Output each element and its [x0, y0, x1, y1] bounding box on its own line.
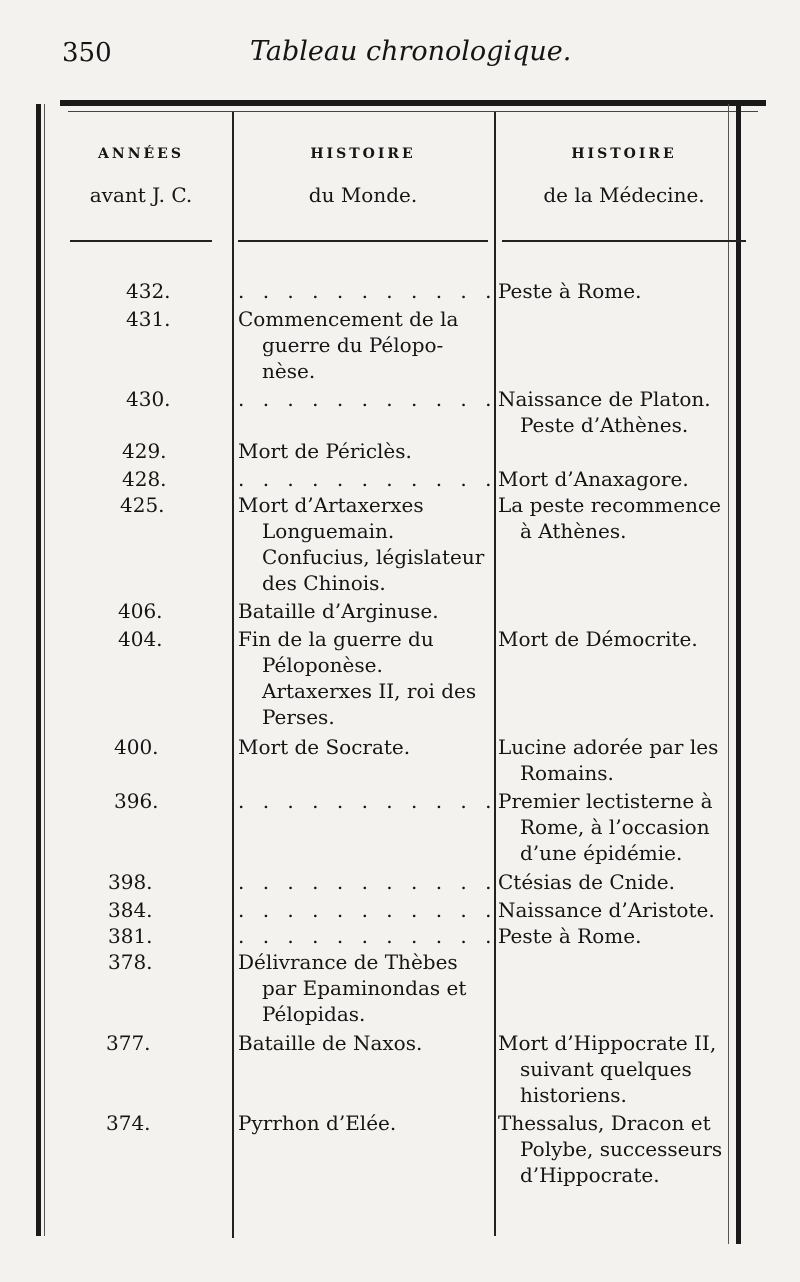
world-history-line: nèse. [262, 359, 316, 383]
medicine-history-line: Naissance d’Aristote. [498, 898, 715, 922]
header-medicine-sub: de la Médecine. [543, 183, 705, 207]
world-history-line: des Chinois. [262, 571, 386, 595]
medicine-history-line: Mort de Démocrite. [498, 627, 698, 651]
year-cell: 425. [120, 493, 165, 517]
header-years-sub: avant J. C. [89, 183, 193, 207]
medicine-history-line: Peste à Rome. [498, 279, 642, 303]
world-history-line: guerre du Pélopo- [262, 333, 444, 357]
medicine-history-line: suivant quelques [520, 1057, 692, 1081]
world-history-line: Bataille d’Arginuse. [238, 599, 439, 623]
medicine-history-line: Mort d’Anaxagore. [498, 467, 689, 491]
medicine-history-line: d’une épidémie. [520, 841, 683, 865]
world-history-line: Mort d’Artaxerxes [238, 493, 424, 517]
world-history-line: Pélopidas. [262, 1002, 366, 1026]
header-years-caps: ANNÉES [98, 146, 184, 162]
year-cell: 374. [106, 1111, 151, 1135]
medicine-history-line: Peste à Rome. [498, 924, 642, 948]
world-history-line: Commencement de la [238, 307, 459, 331]
world-history-line: Péloponèse. [262, 653, 383, 677]
table-frame-left-inner [44, 104, 45, 1236]
header-world-caps: HISTOIRE [310, 146, 416, 162]
medicine-history-line: Polybe, successeurs [520, 1137, 723, 1161]
year-cell: 431. [126, 307, 171, 331]
medicine-history-line: historiens. [520, 1083, 627, 1107]
medicine-history-line: Naissance de Platon. [498, 387, 711, 411]
medicine-history-line: Rome, à l’occasion [520, 815, 710, 839]
world-history-line: Délivrance de Thèbes [238, 950, 458, 974]
world-history-line: Bataille de Naxos. [238, 1031, 423, 1055]
world-history-line: Artaxerxes II, roi des [262, 679, 477, 703]
year-cell: 381. [108, 924, 153, 948]
medicine-history-line: Lucine adorée par les [498, 735, 719, 759]
year-cell: 430. [126, 387, 171, 411]
world-history-line: Mort de Socrate. [238, 735, 411, 759]
year-cell: 378. [108, 950, 153, 974]
world-history-line: . . . . . . . . . . . [238, 279, 498, 303]
world-history-line: Confucius, législateur [262, 545, 485, 569]
world-history-line: Fin de la guerre du [238, 627, 434, 651]
medicine-history-line: Mort d’Hippocrate II, [498, 1031, 717, 1055]
year-cell: 428. [122, 467, 167, 491]
column-divider [232, 112, 234, 1238]
world-history-line: . . . . . . . . . . . [238, 924, 498, 948]
world-history-line: . . . . . . . . . . . [238, 870, 498, 894]
medicine-history-line: Thessalus, Dracon et [498, 1111, 711, 1135]
medicine-history-line: Ctésias de Cnide. [498, 870, 675, 894]
medicine-history-line: Peste d’Athènes. [520, 413, 689, 437]
year-cell: 384. [108, 898, 153, 922]
header-medicine-caps: HISTOIRE [571, 146, 677, 162]
header-rule [238, 240, 488, 242]
header-rule [502, 240, 746, 242]
year-cell: 398. [108, 870, 153, 894]
year-cell: 400. [114, 735, 159, 759]
world-history-line: Pyrrhon d’Elée. [238, 1111, 397, 1135]
world-history-line: . . . . . . . . . . . [238, 898, 498, 922]
world-history-line: . . . . . . . . . . . [238, 387, 498, 411]
year-cell: 404. [118, 627, 163, 651]
year-cell: 429. [122, 439, 167, 463]
world-history-line: Longuemain. [262, 519, 395, 543]
page-number: 350 [62, 38, 112, 68]
header-rule [70, 240, 212, 242]
table-frame-top [60, 100, 766, 106]
running-title: Tableau chronologique. [250, 36, 572, 67]
medicine-history-line: Premier lectisterne à [498, 789, 713, 813]
world-history-line: Mort de Périclès. [238, 439, 412, 463]
table-frame-right-inner [728, 104, 729, 1244]
world-history-line: par Epaminondas et [262, 976, 467, 1000]
medicine-history-line: d’Hippocrate. [520, 1163, 660, 1187]
table-frame-right [736, 104, 741, 1244]
table-frame-left [36, 104, 41, 1236]
table-frame-top-inner [68, 111, 758, 112]
header-world-sub: du Monde. [308, 183, 418, 207]
year-cell: 406. [118, 599, 163, 623]
year-cell: 377. [106, 1031, 151, 1055]
medicine-history-line: à Athènes. [520, 519, 627, 543]
medicine-history-line: Romains. [520, 761, 614, 785]
world-history-line: . . . . . . . . . . . [238, 467, 498, 491]
year-cell: 432. [126, 279, 171, 303]
medicine-history-line: La peste recommence [498, 493, 722, 517]
world-history-line: . . . . . . . . . . . [238, 789, 498, 813]
year-cell: 396. [114, 789, 159, 813]
world-history-line: Perses. [262, 705, 335, 729]
